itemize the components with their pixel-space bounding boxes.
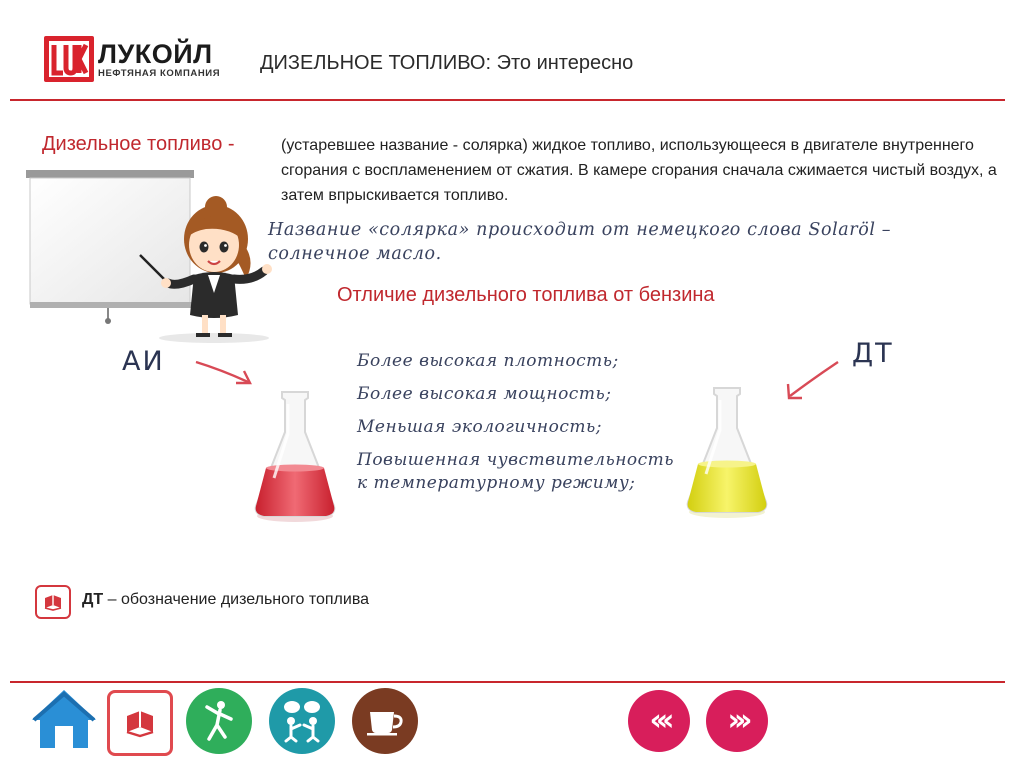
dancer-icon [199, 699, 239, 743]
logo-subtitle: НЕФТЯНАЯ КОМПАНИЯ [98, 68, 221, 79]
book-icon [123, 708, 157, 738]
definition-text: (устаревшее название - солярка) жидкое топливо, использующееся в двигателе внутреннего сгорания с воспламенением от сжатия. В камере сгорания сначала сжимается чистый воздух, а затем впрыскивается топливо. [281, 137, 997, 204]
label-diesel: ДТ [852, 338, 894, 369]
lukoil-mark-icon [44, 36, 94, 82]
coffee-cup-icon [364, 706, 406, 736]
previous-button[interactable] [628, 690, 690, 752]
note-text [82, 591, 369, 609]
flask-diesel-icon [684, 384, 770, 520]
note-abbr: ДТ [82, 591, 104, 608]
discussion-button[interactable] [269, 688, 335, 754]
label-gasoline: АИ [122, 346, 165, 377]
dancer-button[interactable] [186, 688, 252, 754]
logo-title: ЛУКОЙЛ [98, 39, 213, 69]
origin-note: Название «солярка» происходит от немецкого слова Solaröl – солнечное масло. [268, 220, 892, 264]
double-chevron-right-icon: ››› [727, 703, 747, 738]
note-description: – обозначение дизельного топлива [103, 591, 370, 608]
lukoil-logo-icon [44, 36, 94, 82]
difference-title: Отличие дизельного топлива от бензина [337, 284, 715, 306]
book-button[interactable] [107, 690, 173, 756]
footer-divider [10, 681, 1005, 683]
arrow-down-right-icon [192, 356, 256, 390]
teacher-illustration [132, 195, 282, 345]
double-chevron-left-icon: ‹‹‹ [649, 703, 669, 738]
home-icon[interactable] [28, 686, 100, 752]
page-title: ДИЗЕЛЬНОЕ ТОПЛИВО: Это интересно [260, 52, 634, 74]
list-item: Более высокая плотность; [357, 351, 619, 371]
book-glyph-icon [42, 593, 64, 611]
header-divider [10, 99, 1005, 101]
break-button[interactable] [352, 688, 418, 754]
book-icon[interactable] [35, 585, 71, 619]
next-button[interactable] [706, 690, 768, 752]
flask-gasoline-icon [252, 388, 338, 524]
list-item: Меньшая экологичность; [357, 417, 602, 437]
difference-list [357, 350, 687, 505]
list-item: Более высокая мощность; [357, 384, 612, 404]
arrow-down-left-icon [784, 356, 844, 404]
list-item: Повышенная чувствительность к температурному режиму; [357, 450, 675, 493]
people-chat-icon [278, 699, 326, 743]
term-heading: Дизельное топливо - [42, 133, 235, 155]
